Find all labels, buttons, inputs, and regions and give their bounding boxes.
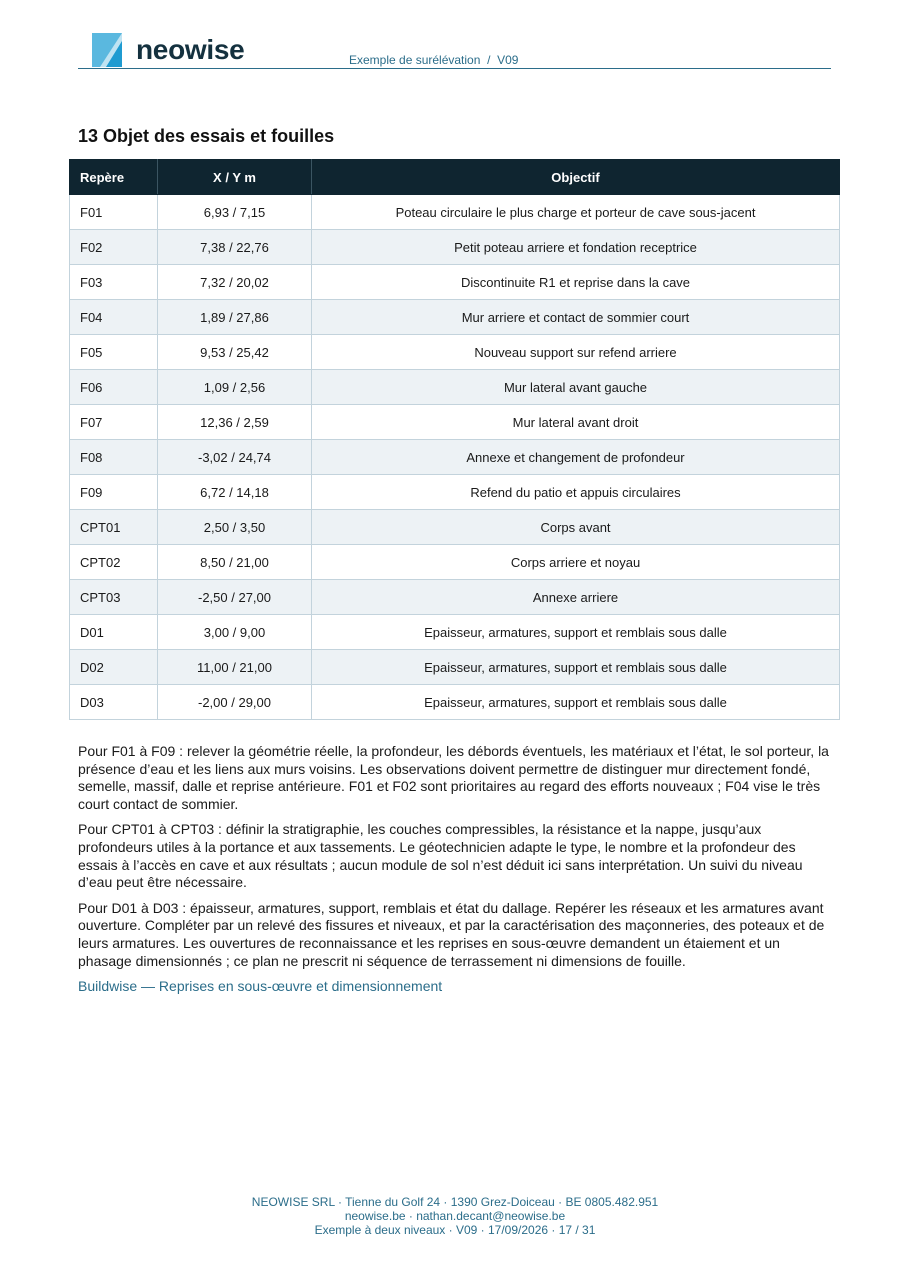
cell-repere: F09 bbox=[70, 475, 158, 510]
cell-objectif: Refend du patio et appuis circulaires bbox=[312, 475, 840, 510]
cell-repere: CPT01 bbox=[70, 510, 158, 545]
table-row bbox=[70, 300, 840, 335]
cell-xy: 6,72 / 14,18 bbox=[158, 475, 312, 510]
cell-repere: F06 bbox=[70, 370, 158, 405]
column-header-repere: Repère bbox=[70, 160, 158, 195]
table-row bbox=[70, 685, 840, 720]
cell-repere: F02 bbox=[70, 230, 158, 265]
cell-xy: -3,02 / 24,74 bbox=[158, 440, 312, 475]
company-logo bbox=[92, 32, 244, 68]
cell-xy: -2,50 / 27,00 bbox=[158, 580, 312, 615]
paragraph-dalles: Pour D01 à D03 : épaisseur, armatures, support, remblais et état du dallage. Repérer les réseaux et les armatures avant ouverture. Compléter par un relevé des fissures et niveaux, et par la caractérisation des maçonneries, des poteaux et de leurs armatures. Les ouvertures de reconnaissance et les reprises en sous-œuvre demandent un étaiement et un phasage dimensionnés ; ce plan ne prescrit ni séquence de terrassement ni dimensions de fouille. bbox=[78, 899, 825, 969]
footer-document-line: Exemple à deux niveaux · V09 · 17/09/2026 · 17 / 31 bbox=[314, 1223, 596, 1237]
cell-xy: 3,00 / 9,00 bbox=[158, 615, 312, 650]
logo-wordmark: neowise bbox=[136, 34, 245, 65]
table-row bbox=[70, 195, 840, 230]
footer-company-line: NEOWISE SRL · Tienne du Golf 24 · 1390 Grez-Doiceau · BE 0805.482.951 bbox=[251, 1195, 659, 1209]
table-row bbox=[70, 475, 840, 510]
cell-repere: F07 bbox=[70, 405, 158, 440]
page-header bbox=[78, 30, 831, 69]
cell-xy: 1,89 / 27,86 bbox=[158, 300, 312, 335]
cell-xy: 12,36 / 2,59 bbox=[158, 405, 312, 440]
cell-objectif: Nouveau support sur refend arriere bbox=[312, 335, 840, 370]
cell-objectif: Corps arriere et noyau bbox=[312, 545, 840, 580]
cell-objectif: Petit poteau arriere et fondation receptrice bbox=[312, 230, 840, 265]
footer-contact-line: neowise.be · nathan.decant@neowise.be bbox=[344, 1209, 566, 1223]
table-row bbox=[70, 335, 840, 370]
cell-xy: 6,93 / 7,15 bbox=[158, 195, 312, 230]
cell-repere: D01 bbox=[70, 615, 158, 650]
table-row bbox=[70, 580, 840, 615]
table-row bbox=[70, 265, 840, 300]
cell-objectif: Mur arriere et contact de sommier court bbox=[312, 300, 840, 335]
table-row bbox=[70, 650, 840, 685]
cell-xy: 11,00 / 21,00 bbox=[158, 650, 312, 685]
section-title: 13 Objet des essais et fouilles bbox=[78, 126, 335, 146]
column-header-xy: X / Y m bbox=[158, 160, 312, 195]
cell-repere: D02 bbox=[70, 650, 158, 685]
cell-repere: F04 bbox=[70, 300, 158, 335]
cell-objectif: Epaisseur, armatures, support et remblais sous dalle bbox=[312, 685, 840, 720]
table-row bbox=[70, 230, 840, 265]
table-row bbox=[70, 615, 840, 650]
cell-repere: F03 bbox=[70, 265, 158, 300]
cell-repere: CPT03 bbox=[70, 580, 158, 615]
paragraph-cpt: Pour CPT01 à CPT03 : définir la stratigraphie, les couches compressibles, la résistance et la nappe, jusqu’aux profondeurs utiles à la portance et aux tassements. Le géotechnicien adapte le type, le nombre et la profondeur des essais à l’accès en cave et aux résultats ; aucun module de sol n’est déduit ici sans interprétation. Un suivi du niveau d’eau peut être nécessaire. bbox=[78, 821, 803, 891]
notes-section bbox=[78, 743, 832, 1004]
cell-repere: F05 bbox=[70, 335, 158, 370]
cell-objectif: Mur lateral avant droit bbox=[312, 405, 840, 440]
cell-repere: F08 bbox=[70, 440, 158, 475]
table-row bbox=[70, 370, 840, 405]
cell-xy: 8,50 / 21,00 bbox=[158, 545, 312, 580]
tests-table bbox=[69, 159, 840, 720]
cell-xy: -2,00 / 29,00 bbox=[158, 685, 312, 720]
paragraph-fouilles: Pour F01 à F09 : relever la géométrie réelle, la profondeur, les débords éventuels, les matériaux et l’état, le sol porteur, la présence d’eau et les liens aux murs voisins. Les observations doivent permettre de distinguer mur directement fondé, semelle, massif, dalle et reprise antérieure. F01 et F02 sont prioritaires au regard des efforts nouveaux ; F04 vise le très court contact de sommier. bbox=[78, 743, 829, 812]
table-body bbox=[70, 195, 840, 720]
table-row bbox=[70, 405, 840, 440]
cell-xy: 1,09 / 2,56 bbox=[158, 370, 312, 405]
cell-xy: 9,53 / 25,42 bbox=[158, 335, 312, 370]
page-footer bbox=[0, 1195, 910, 1237]
table-row bbox=[70, 440, 840, 475]
cell-objectif: Poteau circulaire le plus charge et porteur de cave sous-jacent bbox=[312, 195, 840, 230]
cell-repere: D03 bbox=[70, 685, 158, 720]
cell-objectif: Epaisseur, armatures, support et remblais sous dalle bbox=[312, 615, 840, 650]
cell-objectif: Corps avant bbox=[312, 510, 840, 545]
cell-objectif: Epaisseur, armatures, support et remblais sous dalle bbox=[312, 650, 840, 685]
cell-objectif: Annexe et changement de profondeur bbox=[312, 440, 840, 475]
table-row bbox=[70, 510, 840, 545]
cell-xy: 7,32 / 20,02 bbox=[158, 265, 312, 300]
header-caption: Exemple de surélévation / V09 bbox=[349, 53, 519, 67]
source-link[interactable]: Buildwise — Reprises en sous-œuvre et dimensionnement bbox=[78, 978, 443, 995]
cell-objectif: Mur lateral avant gauche bbox=[312, 370, 840, 405]
cell-xy: 7,38 / 22,76 bbox=[158, 230, 312, 265]
cell-repere: CPT02 bbox=[70, 545, 158, 580]
cell-objectif: Discontinuite R1 et reprise dans la cave bbox=[312, 265, 840, 300]
cell-xy: 2,50 / 3,50 bbox=[158, 510, 312, 545]
cell-repere: F01 bbox=[70, 195, 158, 230]
column-header-objectif: Objectif bbox=[312, 160, 840, 195]
neowise-logo-icon bbox=[92, 33, 122, 67]
table-row bbox=[70, 545, 840, 580]
cell-objectif: Annexe arriere bbox=[312, 580, 840, 615]
table-header-row bbox=[70, 160, 840, 195]
